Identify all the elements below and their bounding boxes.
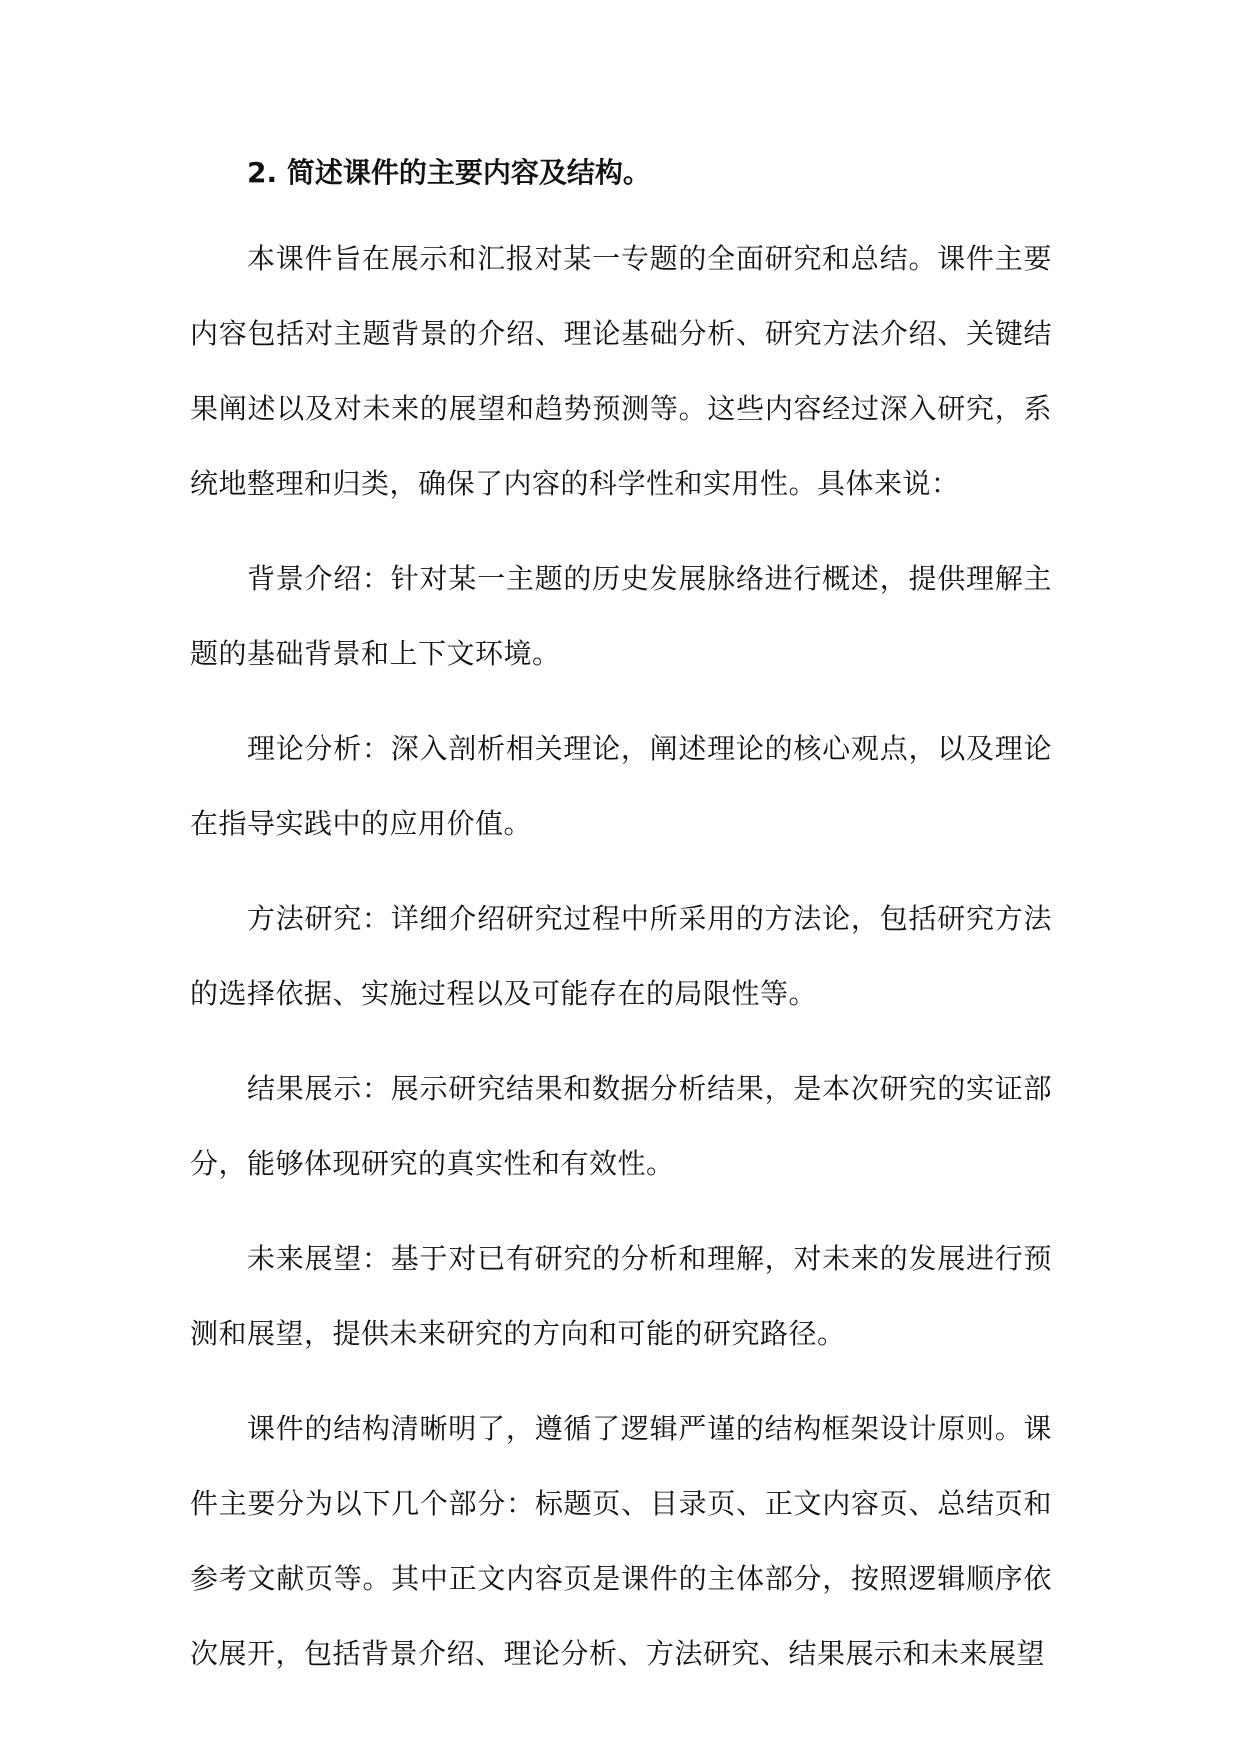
paragraph-outlook: 未来展望：基于对已有研究的分析和理解，对未来的发展进行预测和展望，提供未来研究的方向和可能的研究路径。 (190, 1242, 1052, 1350)
paragraph-method: 方法研究：详细介绍研究过程中所采用的方法论，包括研究方法的选择依据、实施过程以及可能存在的局限性等。 (190, 902, 1052, 1010)
paragraph-background: 背景介绍：针对某一主题的历史发展脉络进行概述，提供理解主题的基础背景和上下文环境。 (190, 562, 1052, 670)
paragraph-results: 结果展示：展示研究结果和数据分析结果，是本次研究的实证部分，能够体现研究的真实性和有效性。 (190, 1072, 1052, 1180)
paragraph-structure: 课件的结构清晰明了，遵循了逻辑严谨的结构框架设计原则。课件主要分为以下几个部分：标题页、目录页、正文内容页、总结页和参考文献页等。其中正文内容页是课件的主体部分，按照逻辑顺序依次展开，包括背景介绍、理论分析、方法研究、结果展示和未来展望 (190, 1412, 1052, 1670)
paragraph-intro: 本课件旨在展示和汇报对某一专题的全面研究和总结。课件主要内容包括对主题背景的介绍、理论基础分析、研究方法介绍、关键结果阐述以及对未来的展望和趋势预测等。这些内容经过深入研究，系统地整理和归类，确保了内容的科学性和实用性。具体来说： (190, 242, 1052, 500)
section-heading: 2. 简述课件的主要内容及结构。 (247, 156, 651, 189)
document-body (190, 145, 1052, 1691)
paragraph-theory: 理论分析：深入剖析相关理论，阐述理论的核心观点，以及理论在指导实践中的应用价值。 (190, 732, 1052, 840)
